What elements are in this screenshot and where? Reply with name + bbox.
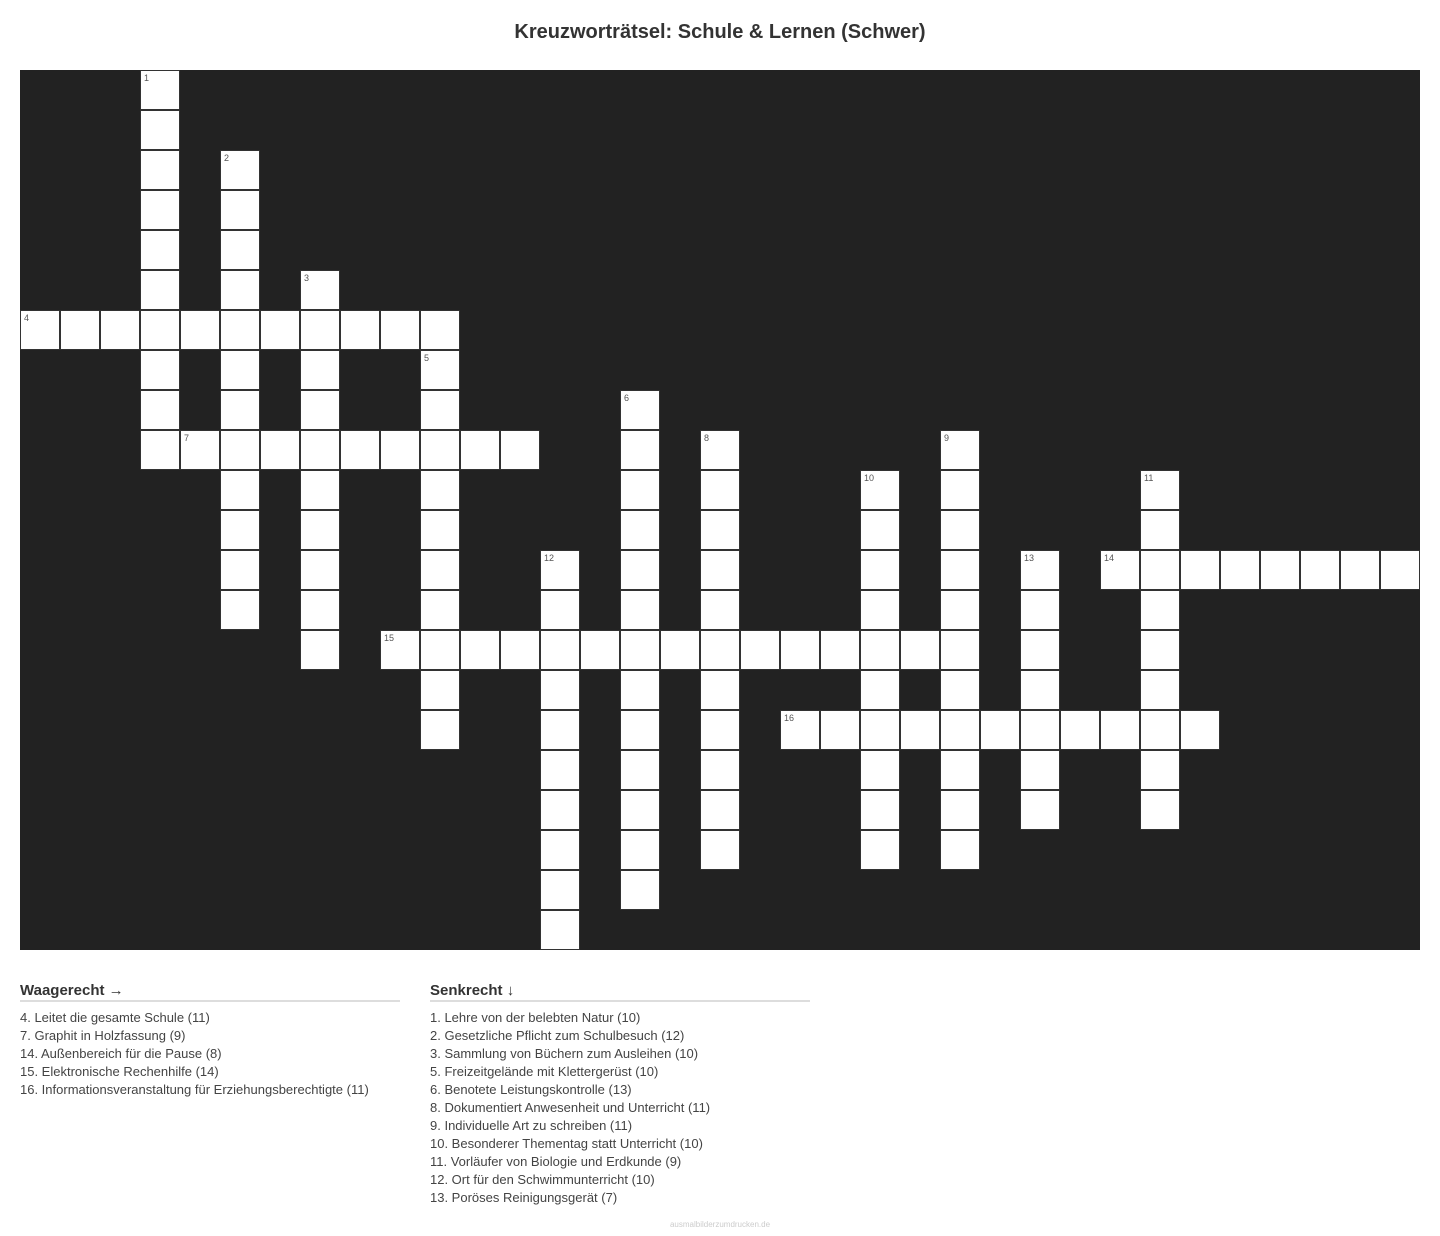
grid-cell-r16-c22[interactable] (900, 710, 940, 750)
grid-cell-r16-c13[interactable] (540, 710, 580, 750)
grid-cell-r18-c15[interactable] (620, 790, 660, 830)
grid-cell-r13-c28[interactable] (1140, 590, 1180, 630)
grid-cell-r19-c13[interactable] (540, 830, 580, 870)
grid-cell-r15-c21[interactable] (860, 670, 900, 710)
grid-cell-r15-c13[interactable] (540, 670, 580, 710)
grid-cell-r17-c13[interactable] (540, 750, 580, 790)
grid-cell-r14-c25[interactable] (1020, 630, 1060, 670)
grid-cell-r10-c28[interactable] (1140, 470, 1180, 510)
grid-cell-r10-c23[interactable] (940, 470, 980, 510)
grid-cell-r9-c3[interactable] (140, 430, 180, 470)
grid-cell-r16-c26[interactable] (1060, 710, 1100, 750)
grid-cell-r2-c3[interactable] (140, 150, 180, 190)
grid-cell-r16-c17[interactable] (700, 710, 740, 750)
grid-cell-r14-c16[interactable] (660, 630, 700, 670)
grid-cell-r13-c21[interactable] (860, 590, 900, 630)
grid-cell-r0-c3[interactable] (140, 70, 180, 110)
grid-cell-r11-c7[interactable] (300, 510, 340, 550)
clue-number: 3 (304, 273, 310, 283)
grid-cell-r18-c28[interactable] (1140, 790, 1180, 830)
clue-down-3: 3. Sammlung von Büchern zum Ausleihen (10) (430, 1046, 699, 1061)
down-heading: Senkrecht ↓ (430, 982, 810, 1002)
grid-cell-r12-c29[interactable] (1180, 550, 1220, 590)
grid-cell-r10-c7[interactable] (300, 470, 340, 510)
grid-cell-r14-c10[interactable] (420, 630, 460, 670)
grid-cell-r14-c19[interactable] (780, 630, 820, 670)
grid-cell-r16-c27[interactable] (1100, 710, 1140, 750)
grid-cell-r17-c17[interactable] (700, 750, 740, 790)
grid-cell-r16-c25[interactable] (1020, 710, 1060, 750)
grid-cell-r13-c10[interactable] (420, 590, 460, 630)
grid-cell-r19-c23[interactable] (940, 830, 980, 870)
clue-down-2: 2. Gesetzliche Pflicht zum Schulbesuch (12) (430, 1028, 685, 1043)
grid-cell-r3-c5[interactable] (220, 190, 260, 230)
grid-cell-r2-c5[interactable] (220, 150, 260, 190)
clue-number: 11 (1144, 473, 1154, 483)
grid-cell-r9-c9[interactable] (380, 430, 420, 470)
grid-cell-r9-c5[interactable] (220, 430, 260, 470)
grid-cell-r11-c17[interactable] (700, 510, 740, 550)
clue-number: 7 (184, 433, 190, 443)
grid-cell-r10-c10[interactable] (420, 470, 460, 510)
grid-cell-r7-c7[interactable] (300, 350, 340, 390)
grid-cell-r6-c7[interactable] (300, 310, 340, 350)
grid-cell-r12-c5[interactable] (220, 550, 260, 590)
grid-cell-r7-c5[interactable] (220, 350, 260, 390)
across-heading: Waagerecht → (20, 982, 400, 1002)
clue-number: 5 (424, 353, 430, 363)
clue-number: 1 (144, 73, 150, 83)
grid-cell-r6-c9[interactable] (380, 310, 420, 350)
grid-cell-r7-c10[interactable] (420, 350, 460, 390)
grid-cell-r13-c17[interactable] (700, 590, 740, 630)
grid-cell-r18-c21[interactable] (860, 790, 900, 830)
clue-down-13: 13. Poröses Reinigungsgerät (7) (430, 1190, 618, 1205)
grid-cell-r14-c20[interactable] (820, 630, 860, 670)
grid-cell-r6-c5[interactable] (220, 310, 260, 350)
grid-cell-r8-c15[interactable] (620, 390, 660, 430)
grid-cell-r6-c2[interactable] (100, 310, 140, 350)
grid-cell-r9-c8[interactable] (340, 430, 380, 470)
grid-cell-r9-c15[interactable] (620, 430, 660, 470)
clue-number: 12 (544, 553, 555, 563)
grid-cell-r12-c10[interactable] (420, 550, 460, 590)
grid-cell-r17-c25[interactable] (1020, 750, 1060, 790)
grid-cell-r6-c0[interactable] (20, 310, 60, 350)
clue-number: 15 (384, 633, 395, 643)
grid-cell-r15-c15[interactable] (620, 670, 660, 710)
grid-cell-r5-c7[interactable] (300, 270, 340, 310)
grid-cell-r6-c6[interactable] (260, 310, 300, 350)
clue-across-16: 16. Informationsveranstaltung für Erziehungsberechtigte (11) (20, 1082, 369, 1097)
grid-cell-r10-c21[interactable] (860, 470, 900, 510)
grid-cell-r3-c3[interactable] (140, 190, 180, 230)
grid-cell-r7-c3[interactable] (140, 350, 180, 390)
grid-cell-r12-c23[interactable] (940, 550, 980, 590)
clue-number: 4 (24, 313, 30, 323)
clue-number: 8 (704, 433, 710, 443)
grid-cell-r11-c10[interactable] (420, 510, 460, 550)
grid-cell-r12-c28[interactable] (1140, 550, 1180, 590)
clue-number: 6 (624, 393, 630, 403)
grid-cell-r13-c5[interactable] (220, 590, 260, 630)
grid-cell-r8-c7[interactable] (300, 390, 340, 430)
clue-number: 2 (224, 153, 230, 163)
grid-cell-r6-c3[interactable] (140, 310, 180, 350)
grid-cell-r16-c23[interactable] (940, 710, 980, 750)
grid-cell-r14-c14[interactable] (580, 630, 620, 670)
grid-cell-r12-c31[interactable] (1260, 550, 1300, 590)
grid-cell-r1-c3[interactable] (140, 110, 180, 150)
grid-cell-r10-c17[interactable] (700, 470, 740, 510)
grid-cell-r20-c13[interactable] (540, 870, 580, 910)
clue-down-1: 1. Lehre von der belebten Natur (10) (430, 1010, 641, 1025)
grid-cell-r14-c28[interactable] (1140, 630, 1180, 670)
grid-cell-r6-c4[interactable] (180, 310, 220, 350)
grid-cell-r14-c22[interactable] (900, 630, 940, 670)
grid-cell-r19-c21[interactable] (860, 830, 900, 870)
grid-cell-r9-c11[interactable] (460, 430, 500, 470)
grid-cell-r16-c21[interactable] (860, 710, 900, 750)
grid-cell-r13-c7[interactable] (300, 590, 340, 630)
grid-cell-r12-c15[interactable] (620, 550, 660, 590)
grid-cell-r14-c11[interactable] (460, 630, 500, 670)
grid-cell-r13-c25[interactable] (1020, 590, 1060, 630)
grid-cell-r9-c17[interactable] (700, 430, 740, 470)
grid-cell-r6-c8[interactable] (340, 310, 380, 350)
grid-cell-r12-c7[interactable] (300, 550, 340, 590)
grid-cell-r11-c15[interactable] (620, 510, 660, 550)
grid-cell-r12-c21[interactable] (860, 550, 900, 590)
grid-cell-r12-c33[interactable] (1340, 550, 1380, 590)
across-clues-panel (20, 982, 400, 1099)
grid-cell-r15-c23[interactable] (940, 670, 980, 710)
grid-cell-r10-c15[interactable] (620, 470, 660, 510)
grid-cell-r8-c5[interactable] (220, 390, 260, 430)
down-clues-panel (430, 982, 810, 1207)
grid-cell-r14-c23[interactable] (940, 630, 980, 670)
grid-cell-r14-c18[interactable] (740, 630, 780, 670)
grid-cell-r12-c13[interactable] (540, 550, 580, 590)
grid-cell-r20-c15[interactable] (620, 870, 660, 910)
footer-credit: ausmalbilderzumdrucken.de (669, 1220, 771, 1229)
grid-cell-r4-c3[interactable] (140, 230, 180, 270)
grid-cell-r8-c3[interactable] (140, 390, 180, 430)
grid-cell-r16-c19[interactable] (780, 710, 820, 750)
clue-number: 14 (1104, 553, 1115, 563)
grid-cell-r16-c28[interactable] (1140, 710, 1180, 750)
clue-down-9: 9. Individuelle Art zu schreiben (11) (430, 1118, 633, 1133)
crossword-grid (20, 70, 1420, 950)
grid-cell-r9-c6[interactable] (260, 430, 300, 470)
grid-cell-r13-c13[interactable] (540, 590, 580, 630)
clue-across-14: 14. Außenbereich für die Pause (8) (20, 1046, 222, 1061)
grid-cell-r12-c34[interactable] (1380, 550, 1420, 590)
grid-cell-r17-c28[interactable] (1140, 750, 1180, 790)
grid-cell-r17-c15[interactable] (620, 750, 660, 790)
grid-cell-r5-c5[interactable] (220, 270, 260, 310)
grid-cell-r12-c17[interactable] (700, 550, 740, 590)
clue-across-15: 15. Elektronische Rechenhilfe (14) (20, 1064, 219, 1079)
grid-cell-r5-c3[interactable] (140, 270, 180, 310)
grid-cell-r17-c23[interactable] (940, 750, 980, 790)
grid-cell-r19-c17[interactable] (700, 830, 740, 870)
grid-cell-r16-c10[interactable] (420, 710, 460, 750)
grid-cell-r9-c23[interactable] (940, 430, 980, 470)
grid-cell-r16-c29[interactable] (1180, 710, 1220, 750)
grid-cell-r14-c15[interactable] (620, 630, 660, 670)
grid-cell-r12-c25[interactable] (1020, 550, 1060, 590)
grid-cell-r18-c17[interactable] (700, 790, 740, 830)
grid-cell-r14-c13[interactable] (540, 630, 580, 670)
grid-cell-r4-c5[interactable] (220, 230, 260, 270)
grid-cell-r18-c23[interactable] (940, 790, 980, 830)
clue-across-7: 7. Graphit in Holzfassung (9) (20, 1028, 186, 1043)
grid-cell-r17-c21[interactable] (860, 750, 900, 790)
grid-cell-r13-c23[interactable] (940, 590, 980, 630)
clue-down-5: 5. Freizeitgelände mit Klettergerüst (10) (430, 1064, 659, 1079)
page-title: Kreuzworträtsel: Schule & Lernen (Schwer) (514, 21, 926, 43)
grid-cell-r15-c10[interactable] (420, 670, 460, 710)
grid-cell-r18-c13[interactable] (540, 790, 580, 830)
grid-cell-r11-c5[interactable] (220, 510, 260, 550)
grid-cell-r13-c15[interactable] (620, 590, 660, 630)
grid-cell-r14-c12[interactable] (500, 630, 540, 670)
grid-cell-r9-c4[interactable] (180, 430, 220, 470)
grid-cell-r16-c15[interactable] (620, 710, 660, 750)
grid-cell-r14-c7[interactable] (300, 630, 340, 670)
clue-number: 16 (784, 713, 795, 723)
grid-cell-r11-c23[interactable] (940, 510, 980, 550)
grid-cell-r14-c21[interactable] (860, 630, 900, 670)
grid-cell-r15-c17[interactable] (700, 670, 740, 710)
grid-cell-r21-c13[interactable] (540, 910, 580, 950)
grid-cell-r16-c24[interactable] (980, 710, 1020, 750)
clue-number: 10 (864, 473, 875, 483)
grid-cell-r14-c17[interactable] (700, 630, 740, 670)
grid-cell-r12-c27[interactable] (1100, 550, 1140, 590)
grid-cell-r6-c1[interactable] (60, 310, 100, 350)
clue-number: 13 (1024, 553, 1035, 563)
grid-cell-r19-c15[interactable] (620, 830, 660, 870)
clue-down-6: 6. Benotete Leistungskontrolle (13) (430, 1082, 632, 1097)
grid-cell-r11-c28[interactable] (1140, 510, 1180, 550)
grid-cell-r15-c25[interactable] (1020, 670, 1060, 710)
grid-cell-r9-c12[interactable] (500, 430, 540, 470)
grid-cell-r12-c32[interactable] (1300, 550, 1340, 590)
clue-down-10: 10. Besonderer Thementag statt Unterricht (10) (430, 1136, 703, 1151)
grid-cell-r9-c10[interactable] (420, 430, 460, 470)
clue-down-12: 12. Ort für den Schwimmunterricht (10) (430, 1172, 655, 1187)
grid-cell-r9-c7[interactable] (300, 430, 340, 470)
grid-cell-r6-c10[interactable] (420, 310, 460, 350)
clue-number: 9 (944, 433, 950, 443)
grid-cell-r14-c9[interactable] (380, 630, 420, 670)
clue-down-11: 11. Vorläufer von Biologie und Erdkunde (9) (430, 1154, 682, 1169)
grid-cell-r10-c5[interactable] (220, 470, 260, 510)
grid-cell-r11-c21[interactable] (860, 510, 900, 550)
grid-cell-r8-c10[interactable] (420, 390, 460, 430)
clue-down-8: 8. Dokumentiert Anwesenheit und Unterricht (11) (430, 1100, 711, 1115)
grid-cell-r18-c25[interactable] (1020, 790, 1060, 830)
grid-cell-r12-c30[interactable] (1220, 550, 1260, 590)
grid-cell-r15-c28[interactable] (1140, 670, 1180, 710)
grid-cell-r16-c20[interactable] (820, 710, 860, 750)
clue-across-4: 4. Leitet die gesamte Schule (11) (20, 1010, 210, 1025)
